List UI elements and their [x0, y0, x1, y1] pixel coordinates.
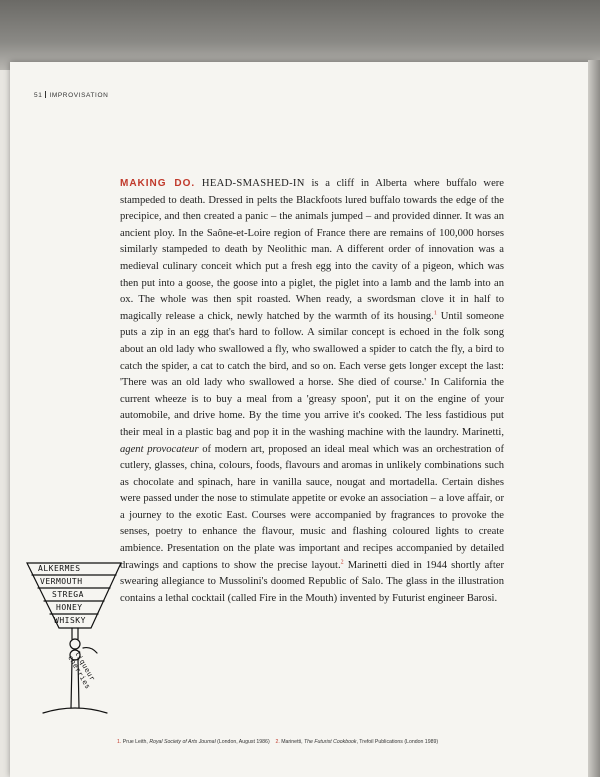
- italic-term: agent provocateur: [120, 443, 199, 455]
- text-segment-3: of modern art, proposed an ideal meal which was an orchestration of cutlery, glasses, china, colours, foods, flavours and aromas in unlikely combinations such as chocolate and spinach, hare in vanilla sauce, nougat and mortadella. Certain dishes were passed under the nose to stimulate appetite or evoke an association – a love affair, or a journey to the exotic East. Courses were accompanied by fragrances to provoke the senses, poetry to enhance the flavour, music and flashing coloured lights to create ambience. Presentation on the plate was important and recipes accompanied by detailed drawings and captions to show the precise layout.: [120, 443, 504, 571]
- glass-foot: [43, 708, 107, 713]
- footnote-1-title: Royal Society of Arts Journal: [149, 739, 216, 745]
- section-heading: MAKING DO.: [120, 178, 196, 189]
- running-head-divider: [45, 91, 46, 98]
- layer-label-vermouth: VERMOUTH: [40, 577, 83, 586]
- footnote-1-text: Prue Leith,: [121, 739, 150, 745]
- footnote-ref-2[interactable]: 2: [340, 559, 344, 566]
- layer-label-honey: HONEY: [56, 603, 83, 612]
- footnote-number-2: 2.: [275, 739, 280, 745]
- section-title: IMPROVISATION: [49, 92, 109, 99]
- layer-label-strega: STREGA: [52, 590, 84, 599]
- footnote-2-text: Marinetti,: [279, 739, 304, 745]
- scan-shadow: [0, 0, 600, 70]
- text-segment-2: Until someone puts a zip in an egg that's hard to follow. A similar concept is echoed in the folk song about an old lady who swallowed a fly, who swallowed a spider to catch the fly, a bird to catch the spider, a cat to catch the bird, and so on. Each verse gets longer except the last: 'There was an old lady who swallowed a horse. She died of course.' In California the current wheeze is to buy a meal from a 'greasy spoon', put it on the engine of your automobile, and drive home. By the time you arrive it's cooked. The less fastidious put their meal in a plastic bag and pop it in the washing machine with the laundry. Marinetti,: [120, 310, 505, 438]
- page-number: 51: [34, 92, 43, 99]
- footnote-1-source: (London, August 1986): [215, 739, 270, 745]
- body-paragraph: [120, 176, 504, 607]
- footnote-2-source: , Trefoil Publications (London 1989): [356, 739, 439, 745]
- layer-label-whisky: WHISKY: [54, 616, 86, 625]
- footnotes: [117, 739, 587, 745]
- page-edge: [588, 60, 600, 777]
- running-head: [34, 91, 108, 99]
- cherries-label: liqueur cherries: [66, 650, 97, 691]
- footnote-number-1: 1.: [117, 739, 122, 745]
- cherry-top: [70, 639, 80, 649]
- footnote-2-title: The Futurist Cookbook: [303, 739, 357, 745]
- footnote-ref-1[interactable]: 1: [433, 310, 437, 317]
- annotation-arrow: [83, 648, 97, 653]
- text-segment-1: is a cliff in Alberta where buffalo were stampeded to death. Dressed in pelts the Blackfoots lured buffalo towards the edge of the precipice, and then created a panic – the animals jumped – and provided dinner. It was an ancient ploy. In the Saône-et-Loire region of France there are remains of 100,000 horses similarly stampeded to death by Neolithic man. A different order of innovation was a medieval culinary conceit which put a fresh egg into the cavity of a pigeon, which was then put into a goose, the goose into a piglet, the piglet into a lamb and the lamb into an ox. The whole was then spit roasted. When ready, a swordsman clove it in half to magically release a chick, newly hatched by the warmth of its housing.: [120, 178, 504, 322]
- text-segment-4: Marinetti died in 1944 shortly after swearing allegiance to Mussolini's doomed Republic of Salo. The glass in the illustration contains a lethal cocktail (called Fire in the Mouth) invented by Futurist engineer Barosi.: [120, 559, 505, 604]
- lead-in: HEAD-SMASHED-IN: [201, 178, 305, 189]
- layer-label-alkermes: ALKERMES: [38, 564, 81, 573]
